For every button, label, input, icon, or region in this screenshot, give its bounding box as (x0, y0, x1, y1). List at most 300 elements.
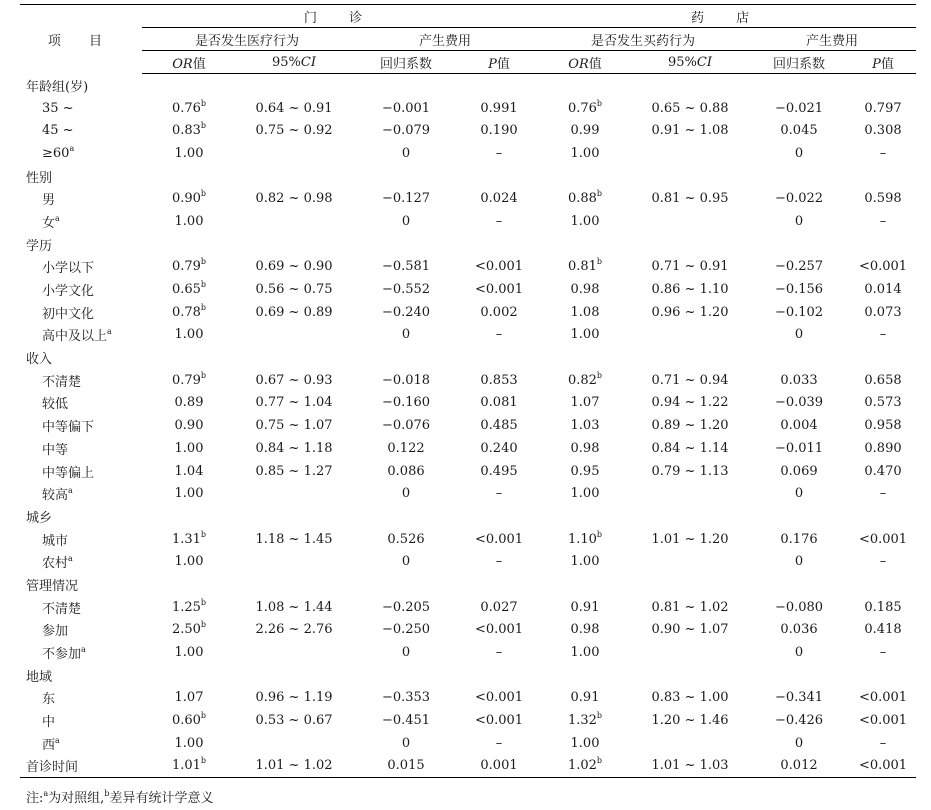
outpatient-p-cell (460, 97, 538, 120)
pharmacy-coef-cell (748, 414, 850, 437)
cell-value: 0.89 (174, 395, 204, 411)
row-label (20, 528, 142, 551)
cell-value: 0 (401, 327, 411, 343)
pharmacy-ci-cell (632, 97, 748, 120)
category-row (20, 165, 916, 188)
row-label-text: 城乡 (26, 510, 53, 526)
regression-table (20, 4, 916, 778)
row-label-text: 男 (42, 193, 56, 209)
row-label-text: 不清楚 (42, 374, 82, 390)
outpatient-coef-cell (352, 278, 460, 301)
outpatient-or-cell (142, 709, 236, 732)
outpatient-ci-cell (236, 74, 352, 97)
pharmacy-or-cell (538, 437, 632, 460)
cell-value: −0.022 (774, 191, 824, 207)
row-label-text: 管理情况 (26, 578, 79, 594)
significance-marker: b (596, 711, 603, 721)
cell-value: 1.02 (567, 758, 597, 774)
cell-value: −0.240 (381, 304, 431, 320)
cell-value: 0.90 (171, 191, 201, 207)
cell-value: 0.88 (567, 191, 597, 207)
outpatient-coef-cell (352, 142, 460, 165)
outpatient-p-cell (460, 528, 538, 551)
cell-value: 0.83 (171, 123, 201, 139)
row-label (20, 414, 142, 437)
pharmacy-or-cell (538, 74, 632, 97)
pharmacy-coef-cell (748, 641, 850, 664)
table-row (20, 482, 916, 505)
table-row (20, 437, 916, 460)
cell-value: −0.102 (774, 304, 824, 320)
outpatient-coef-cell (352, 709, 460, 732)
cell-value: 0.176 (780, 531, 818, 547)
cell-value: 1.07 (174, 690, 204, 706)
pharmacy-coef-cell (748, 187, 850, 210)
table-row (20, 709, 916, 732)
category-label (20, 165, 142, 188)
cell-value: 0.76 (567, 100, 597, 116)
cell-value: 1.00 (570, 213, 600, 229)
cell-value: 0 (401, 735, 411, 751)
outpatient-p-cell (460, 732, 538, 755)
row-label (20, 437, 142, 460)
outpatient-p-cell (460, 369, 538, 392)
outpatient-or-cell (142, 233, 236, 256)
outpatient-ci-cell (236, 709, 352, 732)
row-label (20, 278, 142, 301)
cell-value: 0.014 (864, 282, 902, 298)
cell-value: 1.25 (171, 599, 201, 615)
pharmacy-ci-cell (632, 596, 748, 619)
cell-value: 1.00 (174, 486, 204, 502)
pharmacy-ci-cell (632, 414, 748, 437)
significance-marker: b (200, 280, 207, 290)
note-text-b: 差异有统计学意义 (109, 791, 214, 806)
pharmacy-or-cell (538, 755, 632, 778)
cell-value: 2.26 ~ 2.76 (255, 622, 333, 638)
cell-value: – (879, 735, 887, 751)
outpatient-ci-cell (236, 550, 352, 573)
cell-value: 0 (401, 486, 411, 502)
pharmacy-ci-cell (632, 74, 748, 97)
outpatient-or-cell (142, 414, 236, 437)
pharmacy-group-header: 药 店 (538, 5, 916, 28)
outpatient-coef-cell (352, 732, 460, 755)
pharmacy-coef-cell (748, 119, 850, 142)
outpatient-coef-cell (352, 755, 460, 778)
cell-value: 0.086 (387, 463, 425, 479)
cell-value: 0.470 (864, 463, 902, 479)
cell-value: 0.65 ~ 0.88 (651, 100, 729, 116)
cell-value: 0.004 (780, 418, 818, 434)
cell-value: 0.033 (780, 372, 818, 388)
pharmacy-ci-cell (632, 573, 748, 596)
pharmacy-ci-cell (632, 709, 748, 732)
outpatient-p-cell (460, 709, 538, 732)
cell-value: −0.426 (774, 713, 824, 729)
cell-value: 1.01 (171, 758, 201, 774)
pharmacy-p-cell (850, 550, 916, 573)
outpatient-coef-cell (352, 165, 460, 188)
outpatient-or-cell (142, 392, 236, 415)
cell-value: −0.205 (381, 599, 431, 615)
outpatient-or-cell (142, 210, 236, 233)
reference-marker: a (81, 645, 86, 655)
pharmacy-or-cell (538, 687, 632, 710)
outpatient-ci-cell (236, 187, 352, 210)
reference-marker: a (107, 327, 112, 337)
outpatient-ci-cell (236, 278, 352, 301)
outpatient-coef-cell (352, 460, 460, 483)
table-row (20, 528, 916, 551)
outpatient-or-cell (142, 664, 236, 687)
row-label (20, 256, 142, 279)
cell-value: 0.81 ~ 0.95 (651, 191, 729, 207)
cell-value: – (879, 554, 887, 570)
outpatient-ci-cell (236, 573, 352, 596)
pharmacy-coef-cell (748, 460, 850, 483)
cell-value: 0.78 (171, 304, 201, 320)
cell-value: 0.95 (570, 463, 600, 479)
table-row (20, 460, 916, 483)
cell-value: <0.001 (474, 282, 524, 298)
outpatient-or-cell (142, 142, 236, 165)
row-label-text: 35 ~ (42, 100, 74, 116)
outpatient-or-cell (142, 596, 236, 619)
pharmacy-ci-cell (632, 482, 748, 505)
category-label (20, 233, 142, 256)
outpatient-coef-cell (352, 324, 460, 347)
pharmacy-p-cell (850, 573, 916, 596)
outpatient-coef-cell (352, 392, 460, 415)
category-row (20, 755, 916, 778)
cell-value: 1.00 (174, 554, 204, 570)
outpatient-coef-cell (352, 369, 460, 392)
cell-value: 0.027 (480, 599, 518, 615)
cell-value: 1.00 (174, 145, 204, 161)
cell-value: 0.185 (864, 599, 902, 615)
outpatient-coef-cell (352, 482, 460, 505)
outpatient-coef-cell (352, 256, 460, 279)
pharmacy-ci-cell (632, 641, 748, 664)
outpatient-coef-cell (352, 74, 460, 97)
outpatient-coef-cell (352, 573, 460, 596)
row-label (20, 324, 142, 347)
cell-value: −0.341 (774, 690, 824, 706)
cell-value: 0 (401, 645, 411, 661)
row-label (20, 550, 142, 573)
pharmacy-ci-cell (632, 187, 748, 210)
pharmacy-or-cell (538, 664, 632, 687)
outpatient-group-header: 门 诊 (142, 5, 538, 28)
outpatient-p-cell (460, 74, 538, 97)
outpatient-p-cell (460, 505, 538, 528)
cell-value: 0 (401, 145, 411, 161)
pharmacy-or-cell (538, 482, 632, 505)
cell-value: −0.156 (774, 282, 824, 298)
cell-value: 0.64 ~ 0.91 (255, 100, 333, 116)
table-row (20, 732, 916, 755)
pharmacy-p-cell (850, 505, 916, 528)
pharmacy-ci-cell (632, 755, 748, 778)
significance-marker: b (200, 302, 207, 312)
cell-value: 0.485 (480, 418, 518, 434)
cell-value: 1.08 (570, 304, 600, 320)
cell-value: 0.56 ~ 0.75 (255, 282, 333, 298)
pharmacy-or-cell (538, 619, 632, 642)
pharmacy-p-cell (850, 210, 916, 233)
cell-value: −0.039 (774, 395, 824, 411)
pharmacy-ci-cell (632, 664, 748, 687)
row-label-text: 性别 (26, 170, 53, 186)
row-label (20, 210, 142, 233)
cell-value: 0 (794, 486, 804, 502)
outpatient-coef-cell (352, 301, 460, 324)
pharmacy-or-cell (538, 256, 632, 279)
cell-value: <0.001 (474, 690, 524, 706)
cell-value: 0.81 ~ 1.02 (651, 599, 729, 615)
outpatient-or-cell (142, 641, 236, 664)
pharmacy-ci-header (632, 51, 748, 74)
cell-value: 0.82 (567, 372, 597, 388)
cell-value: 1.00 (174, 735, 204, 751)
outpatient-coef-cell (352, 596, 460, 619)
cell-value: – (495, 645, 503, 661)
cell-value: 1.00 (570, 327, 600, 343)
pharmacy-or-cell (538, 97, 632, 120)
outpatient-or-cell (142, 732, 236, 755)
cell-value: 0.79 ~ 1.13 (651, 463, 729, 479)
pharmacy-coef-cell (748, 278, 850, 301)
row-label (20, 641, 142, 664)
cell-value: 0.79 (171, 259, 201, 275)
pharmacy-ci-cell (632, 278, 748, 301)
outpatient-p-cell (460, 755, 538, 778)
pharmacy-or-cell (538, 187, 632, 210)
pharmacy-p-header (850, 51, 916, 74)
pharmacy-p-cell (850, 460, 916, 483)
cell-value: 0.69 ~ 0.89 (255, 304, 333, 320)
outpatient-p-cell (460, 596, 538, 619)
cell-value: <0.001 (474, 259, 524, 275)
pharmacy-ci-cell (632, 369, 748, 392)
outpatient-ci-cell (236, 301, 352, 324)
table-row (20, 142, 916, 165)
row-label-text: 中等偏下 (42, 420, 95, 436)
pharmacy-or-cell (538, 210, 632, 233)
outpatient-or-cell (142, 74, 236, 97)
cell-value: 0.853 (480, 372, 518, 388)
table-row (20, 619, 916, 642)
pharmacy-behavior-header: 是否发生买药行为 (538, 28, 748, 51)
row-label (20, 709, 142, 732)
row-label-text: 不清楚 (42, 601, 82, 617)
row-label-text: 收入 (26, 352, 53, 368)
row-label (20, 732, 142, 755)
cell-value: – (495, 735, 503, 751)
outpatient-ci-cell (236, 755, 352, 778)
reference-marker: a (68, 486, 73, 496)
cell-value: 0.65 (171, 282, 201, 298)
outpatient-p-cell (460, 165, 538, 188)
table-row (20, 119, 916, 142)
pharmacy-or-cell (538, 573, 632, 596)
pharmacy-coef-cell (748, 74, 850, 97)
cell-value: 0.012 (780, 758, 818, 774)
category-label (20, 505, 142, 528)
outpatient-ci-cell (236, 664, 352, 687)
cell-value: 0.308 (864, 123, 902, 139)
cell-value: 0.073 (864, 304, 902, 320)
pharmacy-ci-cell (632, 392, 748, 415)
pharmacy-coef-cell (748, 324, 850, 347)
pharmacy-or-cell (538, 346, 632, 369)
row-label-text: 参加 (42, 624, 69, 640)
significance-marker: b (596, 189, 603, 199)
pharmacy-p-cell (850, 142, 916, 165)
category-row (20, 505, 916, 528)
cell-value: 0.036 (780, 622, 818, 638)
pharmacy-p-cell (850, 596, 916, 619)
pharmacy-ci-cell (632, 619, 748, 642)
outpatient-or-cell (142, 482, 236, 505)
row-label (20, 142, 142, 165)
cell-value: 0.122 (387, 440, 425, 456)
pharmacy-ci-cell (632, 165, 748, 188)
outpatient-or-cell (142, 301, 236, 324)
significance-marker: b (596, 257, 603, 267)
significance-marker: b (596, 756, 603, 766)
cell-value: −0.127 (381, 191, 431, 207)
pharmacy-coef-cell (748, 528, 850, 551)
cell-value: −0.581 (381, 259, 431, 275)
outpatient-or-cell (142, 755, 236, 778)
category-label (20, 755, 142, 778)
row-label-text: 女 (42, 215, 56, 231)
cell-value: – (879, 145, 887, 161)
pharmacy-or-cell (538, 392, 632, 415)
cell-value: 0.658 (864, 372, 902, 388)
table-header (20, 5, 916, 74)
cell-value: −0.021 (774, 100, 824, 116)
cell-value: 0.98 (570, 622, 600, 638)
pharmacy-ci-cell (632, 505, 748, 528)
reference-marker: a (55, 735, 60, 745)
pharmacy-coef-cell (748, 301, 850, 324)
pharmacy-p-cell (850, 97, 916, 120)
pharmacy-coef-cell (748, 482, 850, 505)
pharmacy-coef-cell (748, 165, 850, 188)
pharmacy-ci-cell (632, 324, 748, 347)
outpatient-p-cell (460, 187, 538, 210)
pharmacy-ci-cell (632, 687, 748, 710)
outpatient-p-cell (460, 256, 538, 279)
pharmacy-or-cell (538, 278, 632, 301)
cell-value: <0.001 (858, 713, 908, 729)
row-label-text: 中 (42, 715, 56, 731)
significance-marker: b (596, 529, 603, 539)
outpatient-p-cell (460, 619, 538, 642)
cell-value: 1.00 (570, 735, 600, 751)
cell-value: <0.001 (474, 713, 524, 729)
cell-value: −0.250 (381, 622, 431, 638)
pharmacy-or-cell (538, 460, 632, 483)
pharmacy-p-cell (850, 74, 916, 97)
cell-value: 0 (794, 645, 804, 661)
pharmacy-coef-cell (748, 755, 850, 778)
category-label (20, 346, 142, 369)
pharmacy-p-cell (850, 165, 916, 188)
cell-value: −0.076 (381, 418, 431, 434)
pharmacy-or-cell (538, 233, 632, 256)
table-row (20, 550, 916, 573)
pharmacy-coef-cell (748, 210, 850, 233)
cell-value: 0.82 ~ 0.98 (255, 191, 333, 207)
outpatient-p-cell (460, 142, 538, 165)
outpatient-coef-cell (352, 505, 460, 528)
cell-value: 0 (401, 213, 411, 229)
pharmacy-p-cell (850, 187, 916, 210)
pharmacy-coef-cell (748, 664, 850, 687)
outpatient-or-cell (142, 573, 236, 596)
cell-value: 0.76 (171, 100, 201, 116)
cell-value: 1.00 (174, 645, 204, 661)
outpatient-ci-cell (236, 369, 352, 392)
outpatient-or-cell (142, 550, 236, 573)
p-suffix: 值 (880, 56, 894, 72)
outpatient-ci-cell (236, 732, 352, 755)
cell-value: – (879, 327, 887, 343)
cell-value: 1.00 (174, 440, 204, 456)
pharmacy-coef-cell (748, 709, 850, 732)
row-label-text: 初中文化 (42, 306, 95, 322)
pharmacy-coef-cell (748, 392, 850, 415)
outpatient-or-cell (142, 97, 236, 120)
cell-value: −0.011 (774, 440, 824, 456)
outpatient-p-cell (460, 301, 538, 324)
outpatient-ci-cell (236, 346, 352, 369)
category-row (20, 664, 916, 687)
pharmacy-p-cell (850, 392, 916, 415)
cell-value: 1.04 (174, 463, 204, 479)
cell-value: 0.85 ~ 1.27 (255, 463, 333, 479)
cell-value: – (495, 486, 503, 502)
row-label-text: 较高 (42, 488, 69, 504)
table-footnote (26, 787, 213, 806)
item-column-header: 项 目 (20, 5, 142, 74)
cell-value: 1.08 ~ 1.44 (255, 599, 333, 615)
cell-value: 0 (794, 735, 804, 751)
category-row (20, 573, 916, 596)
row-label (20, 119, 142, 142)
pharmacy-p-cell (850, 755, 916, 778)
outpatient-or-cell (142, 324, 236, 347)
cell-value: 0 (401, 554, 411, 570)
cell-value: 0.495 (480, 463, 518, 479)
outpatient-p-cell (460, 278, 538, 301)
category-row (20, 346, 916, 369)
outpatient-coef-cell (352, 346, 460, 369)
cell-value: 1.00 (570, 645, 600, 661)
cell-value: 1.00 (570, 145, 600, 161)
pharmacy-ci-cell (632, 233, 748, 256)
outpatient-or-cell (142, 619, 236, 642)
significance-marker: b (596, 370, 603, 380)
outpatient-ci-cell (236, 392, 352, 415)
cell-value: 0.84 ~ 1.14 (651, 440, 729, 456)
pharmacy-p-cell (850, 482, 916, 505)
cell-value: – (495, 554, 503, 570)
